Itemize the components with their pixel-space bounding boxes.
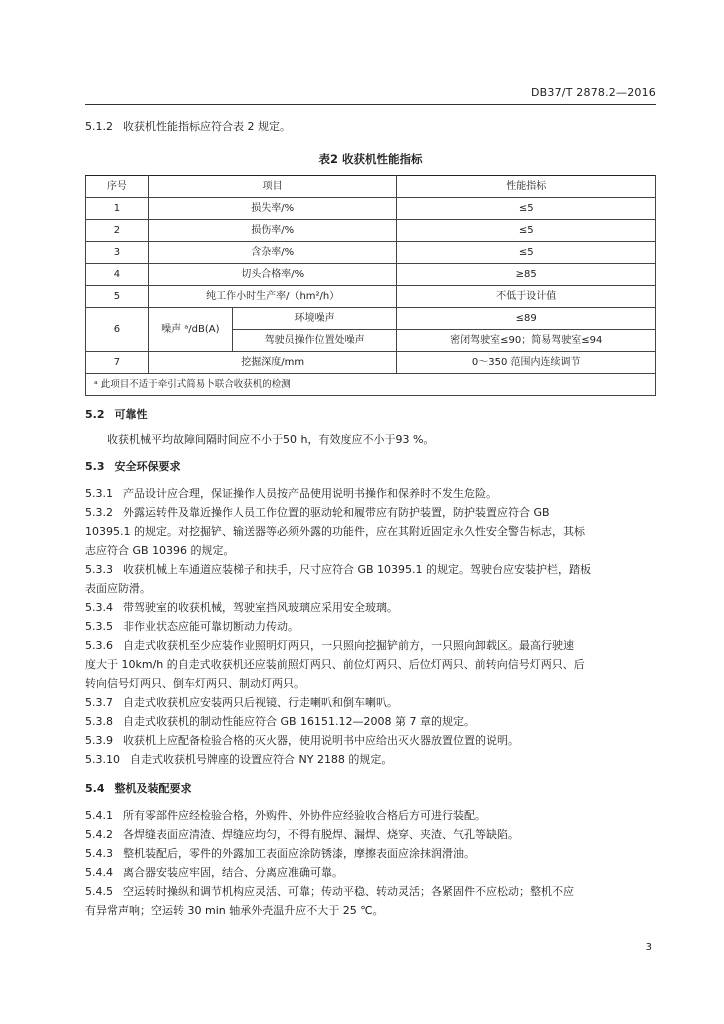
- clause-item: [85, 503, 656, 522]
- clause-item: [85, 750, 656, 769]
- section-5-4-items: [85, 806, 656, 920]
- section-5-3-heading: [85, 457, 656, 476]
- clause-text: 所有零部件应经检验合格，外购件、外协件应经验收合格后方可进行装配。: [123, 809, 486, 822]
- row-item: 含杂率/%: [148, 242, 397, 264]
- table-row: [86, 198, 656, 220]
- clause-number: 5.4.5: [85, 885, 113, 898]
- row-subitem: 环境噪声: [232, 308, 397, 330]
- section-number: 5.3: [85, 460, 105, 473]
- clause-text: 外露运转件及靠近操作人员工作位置的驱动轮和履带应有防护装置，防护装置应符合 GB: [123, 506, 550, 519]
- section-5-2-text: 收获机械平均故障间隔时间应不小于50 h，有效度应不小于93 %。: [107, 433, 435, 446]
- clause-number: 5.4.1: [85, 809, 113, 822]
- clause-text: 离合器安装应牢固，结合、分离应准确可靠。: [123, 866, 343, 879]
- row-no: 3: [86, 242, 149, 264]
- clause-text: 收获机性能指标应符合表 2 规定。: [123, 120, 291, 133]
- section-5-3-items: [85, 484, 656, 769]
- clause-item: [85, 882, 656, 901]
- clause-number: 5.3.6: [85, 639, 113, 652]
- row-value: 密闭驾驶室≤90；简易驾驶室≤94: [397, 330, 656, 352]
- clause-text: 空运转时操纵和调节机构应灵活、可靠；传动平稳、转动灵活；各紧固件不应松动；整机不应: [123, 885, 574, 898]
- row-value: 0～350 范围内连续调节: [397, 352, 656, 374]
- clause-number: 5.3.7: [85, 696, 113, 709]
- row-value: ≤5: [397, 220, 656, 242]
- clause-number: 5.4.2: [85, 828, 113, 841]
- clause-text: 产品设计应合理，保证操作人员按产品使用说明书操作和保养时不发生危险。: [123, 487, 497, 500]
- standard-id: DB37/T 2878.2—2016: [530, 86, 656, 99]
- clause-item: [85, 617, 656, 636]
- clause-number: 5.4.4: [85, 866, 113, 879]
- table-row: [86, 264, 656, 286]
- clause-continuation: 表面应防滑。: [85, 582, 151, 595]
- section-title: 可靠性: [114, 408, 148, 421]
- clause-item: [85, 825, 656, 844]
- row-subitem: 驾驶员操作位置处噪声: [232, 330, 397, 352]
- clause-text: 收获机械上车通道应装梯子和扶手，尺寸应符合 GB 10395.1 的规定。驾驶台应安装护栏，踏板: [123, 563, 592, 576]
- page-number: 3: [645, 942, 652, 953]
- table-header-row: [86, 176, 656, 198]
- table-note-row: [86, 374, 656, 396]
- row-value: ≥85: [397, 264, 656, 286]
- row-no: 2: [86, 220, 149, 242]
- section-5-2-heading: [85, 405, 656, 424]
- clause-item: [85, 712, 656, 731]
- clause-number: 5.3.8: [85, 715, 113, 728]
- table-note: ᵃ 此项目不适于牵引式简易卜联合收获机的检测: [86, 374, 656, 396]
- row-value: ≤5: [397, 198, 656, 220]
- clause-text: 收获机上应配备检验合格的灭火器，使用说明书中应给出灭火器放置位置的说明。: [123, 734, 519, 747]
- clause-number: 5.3.9: [85, 734, 113, 747]
- performance-table: [85, 175, 656, 396]
- clause-text: 自走式收获机应安装两只后视镜、行走喇叭和倒车喇叭。: [123, 696, 398, 709]
- header-value: 性能指标: [397, 176, 656, 198]
- row-value: ≤89: [397, 308, 656, 330]
- row-item: 噪声 ᵃ/dB(A): [148, 308, 232, 352]
- table-row: [86, 220, 656, 242]
- row-item: 切头合格率/%: [148, 264, 397, 286]
- clause-item: [85, 636, 656, 655]
- table-row: [86, 308, 656, 330]
- clause-text: 自走式收获机至少应装作业照明灯两只，一只照向挖掘铲前方，一只照向卸载区。最高行驶速: [123, 639, 574, 652]
- clause-text: 带驾驶室的收获机械，驾驶室挡风玻璃应采用安全玻璃。: [123, 601, 398, 614]
- row-item: 挖掘深度/mm: [148, 352, 397, 374]
- table-title: 表2 收获机性能指标: [318, 152, 423, 166]
- clause-5-1-2: [85, 117, 656, 136]
- clause-text: 非作业状态应能可靠切断动力传动。: [123, 620, 299, 633]
- row-value: ≤5: [397, 242, 656, 264]
- clause-continuation: 有异常声响；空运转 30 min 轴承外壳温升应不大于 25 ℃。: [85, 904, 384, 917]
- clause-continuation: 转向信号灯两只、倒车灯两只、制动灯两只。: [85, 677, 305, 690]
- table-row: [86, 352, 656, 374]
- clause-number: 5.3.4: [85, 601, 113, 614]
- clause-item: [85, 693, 656, 712]
- section-title: 安全环保要求: [114, 460, 181, 473]
- clause-number: 5.3.10: [85, 753, 120, 766]
- row-item: 损伤率/%: [148, 220, 397, 242]
- clause-item: [85, 598, 656, 617]
- clause-item: [85, 806, 656, 825]
- clause-number: 5.3.3: [85, 563, 113, 576]
- row-no: 7: [86, 352, 149, 374]
- section-number: 5.4: [85, 782, 105, 795]
- clause-number: 5.3.2: [85, 506, 113, 519]
- clause-continuation: 度大于 10km/h 的自走式收获机还应装前照灯两只、前位灯两只、后位灯两只、前转向信号灯两只、后: [85, 658, 585, 671]
- header-no: 序号: [86, 176, 149, 198]
- row-no: 5: [86, 286, 149, 308]
- row-item: 损失率/%: [148, 198, 397, 220]
- header-rule: [85, 104, 656, 105]
- clause-item: [85, 484, 656, 503]
- clause-text: 整机装配后，零件的外露加工表面应涂防锈漆，摩擦表面应涂抹润滑油。: [123, 847, 475, 860]
- content: [85, 115, 656, 920]
- clause-continuation: 10395.1 的规定。对挖掘铲、输送器等必须外露的功能件，应在其附近固定永久性安全警告标志，其标: [85, 525, 585, 538]
- section-number: 5.2: [85, 408, 105, 421]
- row-no: 1: [86, 198, 149, 220]
- clause-item: [85, 863, 656, 882]
- row-value: 不低于设计值: [397, 286, 656, 308]
- clause-number: 5.1.2: [85, 120, 113, 133]
- table-row: [86, 286, 656, 308]
- row-item: 纯工作小时生产率/（hm²/h）: [148, 286, 397, 308]
- clause-text: 自走式收获机的制动性能应符合 GB 16151.12—2008 第 7 章的规定。: [123, 715, 476, 728]
- clause-item: [85, 560, 656, 579]
- clause-number: 5.3.1: [85, 487, 113, 500]
- clause-item: [85, 844, 656, 863]
- clause-number: 5.3.5: [85, 620, 113, 633]
- row-no: 4: [86, 264, 149, 286]
- clause-number: 5.4.3: [85, 847, 113, 860]
- clause-continuation: 志应符合 GB 10396 的规定。: [85, 544, 235, 557]
- clause-text: 自走式收获机号牌座的设置应符合 NY 2188 的规定。: [130, 753, 393, 766]
- section-title: 整机及装配要求: [114, 782, 192, 795]
- header-item: 项目: [148, 176, 397, 198]
- clause-item: [85, 731, 656, 750]
- section-5-4-heading: [85, 779, 656, 798]
- table-row: [86, 242, 656, 264]
- row-no: 6: [86, 308, 149, 352]
- clause-text: 各焊缝表面应清渣、焊缝应均匀，不得有脱焊、漏焊、烧穿、夹渣、气孔等缺陷。: [123, 828, 519, 841]
